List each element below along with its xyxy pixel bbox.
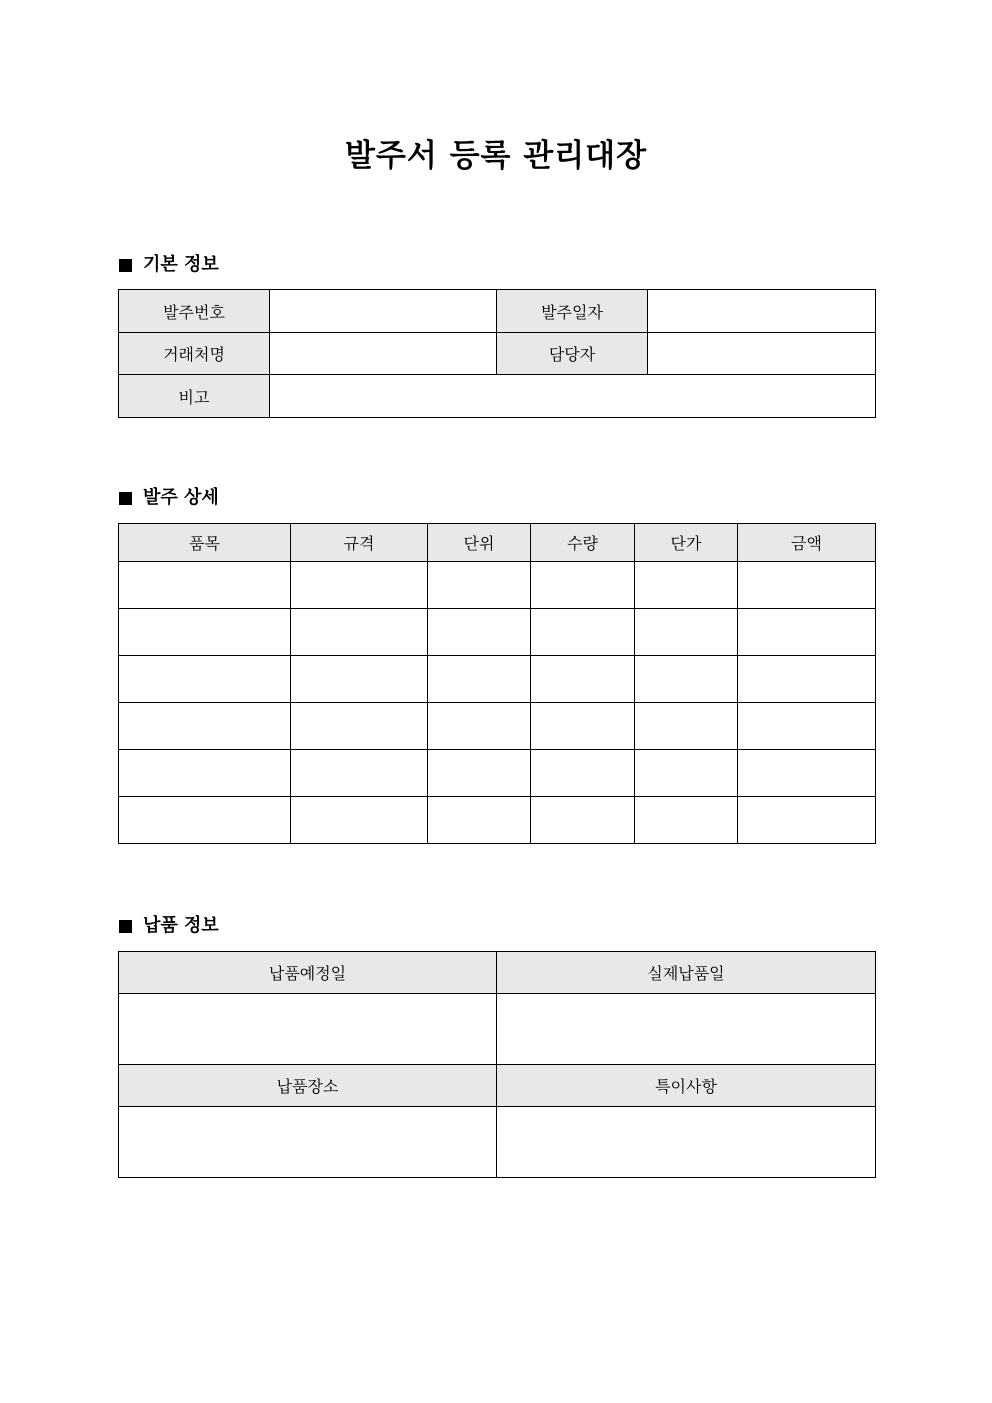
unit-cell[interactable] [428,562,531,609]
unit-cell[interactable] [428,703,531,750]
amount-cell[interactable] [738,797,876,844]
amount-cell[interactable] [738,609,876,656]
unit-cell[interactable] [428,656,531,703]
column-header: 금액 [738,524,876,562]
basic-info-table [118,289,876,418]
manager-label: 담당자 [497,333,648,375]
amount-cell[interactable] [738,656,876,703]
spec-cell[interactable] [291,797,428,844]
planned-date-field[interactable] [119,994,497,1065]
table-row [119,703,876,750]
spec-cell[interactable] [291,656,428,703]
column-header: 품목 [119,524,291,562]
location-label: 납품장소 [119,1065,497,1107]
order-date-field[interactable] [648,290,876,333]
unit-cell[interactable] [428,609,531,656]
unit-price-cell[interactable] [635,703,738,750]
table-row [119,609,876,656]
spec-cell[interactable] [291,562,428,609]
column-header: 단위 [428,524,531,562]
manager-field[interactable] [648,333,876,375]
unit-price-cell[interactable] [635,797,738,844]
spec-cell[interactable] [291,703,428,750]
amount-cell[interactable] [738,750,876,797]
spec-cell[interactable] [291,750,428,797]
quantity-cell[interactable] [531,797,635,844]
location-field[interactable] [119,1107,497,1178]
unit-price-cell[interactable] [635,609,738,656]
section-heading-label: 발주 상세 [143,487,219,508]
column-header: 규격 [291,524,428,562]
notes-label: 특이사항 [497,1065,876,1107]
column-header: 단가 [635,524,738,562]
actual-date-field[interactable] [497,994,876,1065]
section-heading-order-details [119,486,219,510]
square-bullet-icon [119,259,132,272]
square-bullet-icon [119,492,132,505]
section-heading-delivery-info [119,914,219,938]
order-date-label: 발주일자 [497,290,648,333]
order-no-label: 발주번호 [119,290,270,333]
quantity-cell[interactable] [531,750,635,797]
order-no-field[interactable] [270,290,497,333]
item-cell[interactable] [119,797,291,844]
item-cell[interactable] [119,703,291,750]
unit-price-cell[interactable] [635,656,738,703]
spec-cell[interactable] [291,609,428,656]
table-row [119,797,876,844]
unit-cell[interactable] [428,797,531,844]
item-cell[interactable] [119,562,291,609]
item-cell[interactable] [119,656,291,703]
delivery-info-table [118,951,876,1178]
quantity-cell[interactable] [531,703,635,750]
client-field[interactable] [270,333,497,375]
remarks-label: 비고 [119,375,270,418]
order-details-table [118,523,876,844]
item-cell[interactable] [119,750,291,797]
quantity-cell[interactable] [531,656,635,703]
section-heading-label: 기본 정보 [143,254,219,275]
square-bullet-icon [119,920,132,933]
item-cell[interactable] [119,609,291,656]
client-label: 거래처명 [119,333,270,375]
document-title: 발주서 등록 관리대장 [344,138,648,174]
table-row [119,562,876,609]
table-row [119,656,876,703]
actual-date-label: 실제납품일 [497,952,876,994]
column-header: 수량 [531,524,635,562]
quantity-cell[interactable] [531,609,635,656]
amount-cell[interactable] [738,703,876,750]
unit-cell[interactable] [428,750,531,797]
notes-field[interactable] [497,1107,876,1178]
table-row [119,750,876,797]
section-heading-label: 납품 정보 [143,915,219,936]
amount-cell[interactable] [738,562,876,609]
planned-date-label: 납품예정일 [119,952,497,994]
remarks-field[interactable] [270,375,876,418]
unit-price-cell[interactable] [635,750,738,797]
section-heading-basic-info [119,253,219,277]
quantity-cell[interactable] [531,562,635,609]
unit-price-cell[interactable] [635,562,738,609]
